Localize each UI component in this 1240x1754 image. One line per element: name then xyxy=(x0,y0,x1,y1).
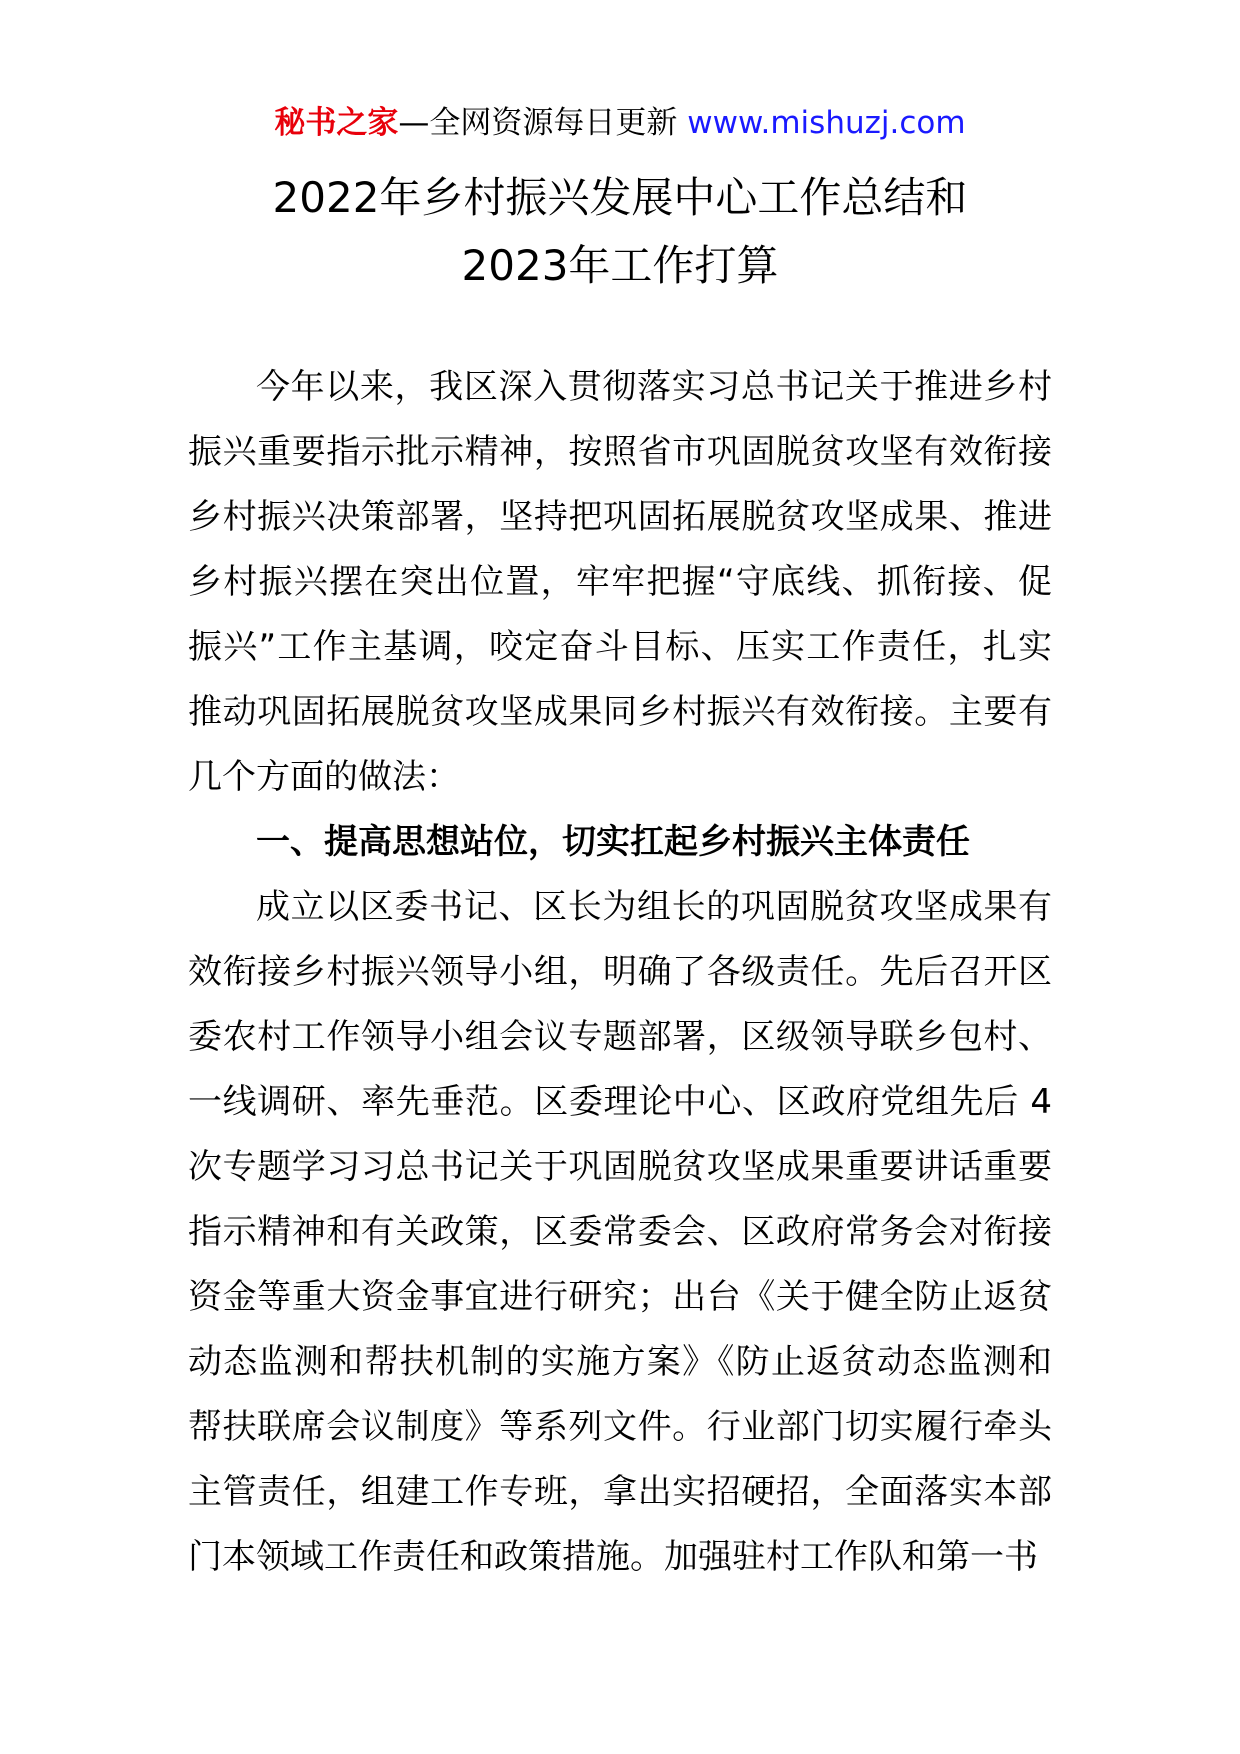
banner-slogan: —全网资源每日更新 xyxy=(398,105,678,141)
document-title xyxy=(0,164,1240,300)
title-line-1: 2022年乡村振兴发展中心工作总结和 xyxy=(272,173,968,222)
section-paragraph: 成立以区委书记、区长为组长的巩固脱贫攻坚成果有效衔接乡村振兴领导小组，明确了各级责任。先后召开区委农村工作领导小组会议专题部署，区级领导联乡包村、一线调研、率先垂范。区委理论中心、区政府党组先后 4 次专题学习习总书记关于巩固脱贫攻坚成果重要讲话重要指示精神和有关政策，区委常委会、区政府常务会对衔接资金等重大资金事宜进行研究；出台《关于健全防止返贫动态监测和帮扶机制的实施方案》《防止返贫动态监测和帮扶联席会议制度》等系列文件。行业部门切实履行牵头主管责任，组建工作专班，拿出实招硬招，全面落实本部门本领域工作责任和政策措施。加强驻村工作队和第一书 xyxy=(188,887,1052,1577)
banner-url: www.mishuzj.com xyxy=(687,105,966,141)
title-line-2: 2023年工作打算 xyxy=(461,241,779,290)
section-heading: 一、提高思想站位，切实扛起乡村振兴主体责任 xyxy=(256,822,970,862)
document-body xyxy=(188,355,1052,1590)
brand-name: 秘书之家 xyxy=(274,105,399,141)
watermark-banner xyxy=(0,100,1240,146)
intro-paragraph: 今年以来，我区深入贯彻落实习总书记关于推进乡村振兴重要指示批示精神，按照省市巩固脱贫攻坚有效衔接乡村振兴决策部署，坚持把巩固拓展脱贫攻坚成果、推进乡村振兴摆在突出位置，牢牢把握“守底线、抓衔接、促振兴”工作主基调，咬定奋斗目标、压实工作责任，扎实推动巩固拓展脱贫攻坚成果同乡村振兴有效衔接。主要有几个方面的做法： xyxy=(188,367,1052,797)
